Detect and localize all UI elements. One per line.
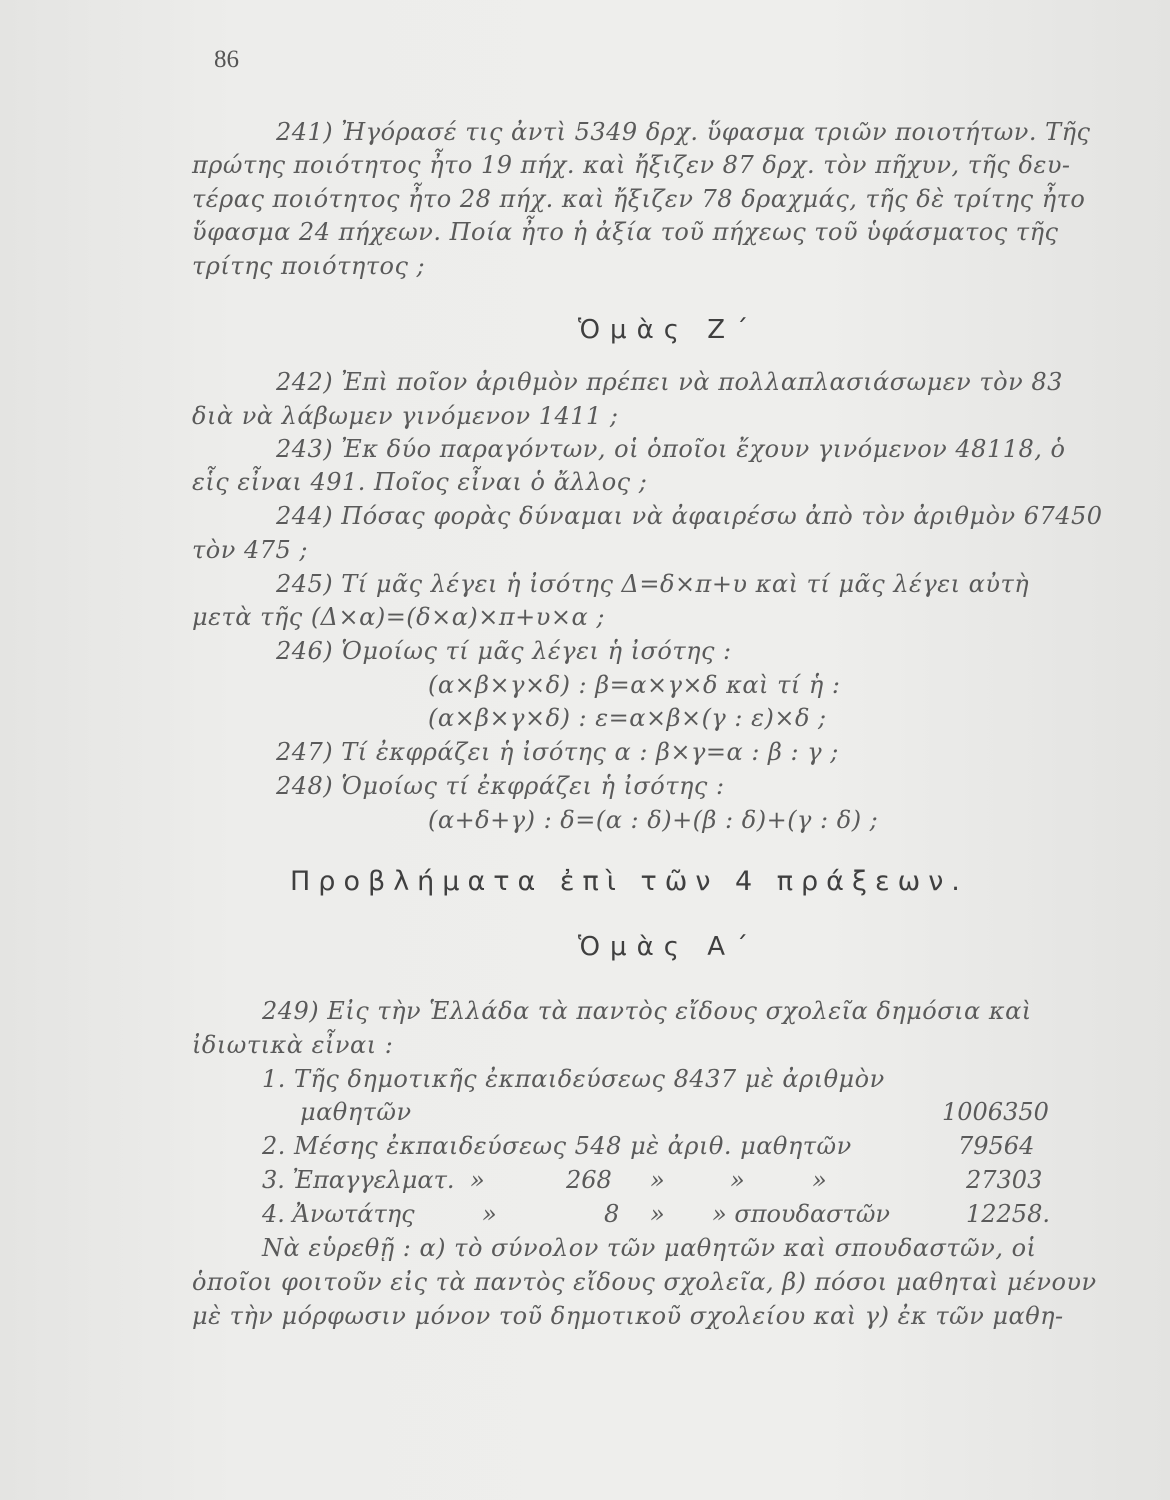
table-row-3-ditto-4: » — [812, 1166, 827, 1194]
page-number: 86 — [214, 46, 239, 73]
problem-241-line-1: 241) Ἠγόρασέ τις ἀντὶ 5349 δρχ. ὕφασμα τριῶν ποιοτήτων. Τῆς — [276, 118, 1091, 146]
table-row-1-sub: μαθητῶν — [300, 1098, 412, 1126]
table-row-3-ditto-2: » — [650, 1166, 665, 1194]
table-row-2-label: 2. Μέσης ἐκπαιδεύσεως 548 μὲ ἀριθ. μαθητῶν — [262, 1132, 852, 1160]
problem-242-line-2: διὰ νὰ λάβωμεν γινόμενον 1411 ; — [192, 402, 619, 430]
table-row-1-label: 1. Τῆς δημοτικῆς ἐκπαιδεύσεως 8437 μὲ ἀριθμὸν — [262, 1065, 885, 1093]
problem-248-formula: (α+δ+γ) : δ=(α : δ)+(β : δ)+(γ : δ) ; — [428, 806, 879, 834]
problem-249-question-line-3: μὲ τὴν μόρφωσιν μόνον τοῦ δημοτικοῦ σχολείου καὶ γ) ἐκ τῶν μαθη- — [192, 1302, 1064, 1330]
table-row-4-ditto-1: » — [482, 1200, 497, 1228]
table-row-4-ditto-2: » — [650, 1200, 665, 1228]
problem-241-line-4: ὕφασμα 24 πήχεων. Ποία ἦτο ἡ ἀξία τοῦ πήχεως τοῦ ὑφάσματος τῆς — [192, 218, 1059, 246]
problem-246-formula-1: (α×β×γ×δ) : β=α×γ×δ καὶ τί ἡ : — [428, 671, 841, 699]
table-row-4-count: 8 — [604, 1200, 620, 1228]
table-row-2-value: 79564 — [958, 1132, 1035, 1160]
group-a-heading: Ὁμὰς Α΄ — [578, 932, 759, 962]
table-row-4-ditto-3: » σπουδαστῶν — [712, 1200, 890, 1228]
problem-241-line-3: τέρας ποιότητος ἦτο 28 πήχ. καὶ ἤξιζεν 78 δραχμάς, τῆς δὲ τρίτης ἦτο — [192, 185, 1086, 213]
group-z-heading: Ὁμὰς Ζ΄ — [578, 315, 759, 345]
problem-241-line-2: πρώτης ποιότητος ἦτο 19 πήχ. καὶ ἤξιζεν 87 δρχ. τὸν πῆχυν, τῆς δευ- — [192, 151, 1071, 179]
table-row-3-value: 27303 — [966, 1166, 1043, 1194]
problem-242-line-1: 242) Ἐπὶ ποῖον ἀριθμὸν πρέπει νὰ πολλαπλασιάσωμεν τὸν 83 — [276, 368, 1063, 396]
problem-244-line-2: τὸν 475 ; — [192, 536, 308, 564]
table-row-4-label: 4. Ἀνωτάτης — [262, 1200, 415, 1228]
table-row-3-count: 268 — [566, 1166, 612, 1194]
problem-245-line-1: 245) Τί μᾶς λέγει ἡ ἰσότης Δ=δ×π+υ καὶ τί μᾶς λέγει αὐτὴ — [276, 570, 1030, 598]
problem-246-line-1: 246) Ὁμοίως τί μᾶς λέγει ἡ ἰσότης : — [276, 637, 732, 665]
problem-249-line-2: ἰδιωτικὰ εἶναι : — [192, 1031, 394, 1059]
problem-243-line-1: 243) Ἐκ δύο παραγόντων, οἱ ὁποῖοι ἔχουν γινόμενον 48118, ὁ — [276, 435, 1066, 463]
table-row-1-value: 1006350 — [942, 1098, 1049, 1126]
problem-246-formula-2: (α×β×γ×δ) : ε=α×β×(γ : ε)×δ ; — [428, 704, 827, 732]
problem-244-line-1: 244) Πόσας φορὰς δύναμαι νὰ ἀφαιρέσω ἀπὸ τὸν ἀριθμὸν 67450 — [276, 502, 1103, 530]
problem-249-question-line-2: ὁποῖοι φοιτοῦν εἰς τὰ παντὸς εἴδους σχολεῖα, β) πόσοι μαθηταὶ μένουν — [192, 1268, 1097, 1296]
section-heading: Προβλήματα ἐπὶ τῶν 4 πράξεων. — [290, 866, 968, 897]
problem-245-line-2: μετὰ τῆς (Δ×α)=(δ×α)×π+υ×α ; — [192, 603, 605, 631]
problem-241-line-5: τρίτης ποιότητος ; — [192, 252, 426, 280]
problem-249-line-1: 249) Εἰς τὴν Ἑλλάδα τὰ παντὸς εἴδους σχολεῖα δημόσια καὶ — [262, 997, 1032, 1025]
problem-243-line-2: εἷς εἶναι 491. Ποῖος εἶναι ὁ ἄλλος ; — [192, 468, 648, 496]
problem-249-question-line-1: Νὰ εὑρεθῇ : α) τὸ σύνολον τῶν μαθητῶν καὶ σπουδαστῶν, οἱ — [262, 1234, 1037, 1262]
table-row-3-ditto-1: » — [470, 1166, 485, 1194]
table-row-3-ditto-3: » — [730, 1166, 745, 1194]
table-row-3-label: 3. Ἐπαγγελματ. — [262, 1166, 455, 1194]
table-row-4-value: 12258. — [966, 1200, 1050, 1228]
problem-248-line-1: 248) Ὁμοίως τί ἐκφράζει ἡ ἰσότης : — [276, 772, 725, 800]
problem-247: 247) Τί ἐκφράζει ἡ ἰσότης α : β×γ=α : β : γ ; — [276, 738, 839, 766]
